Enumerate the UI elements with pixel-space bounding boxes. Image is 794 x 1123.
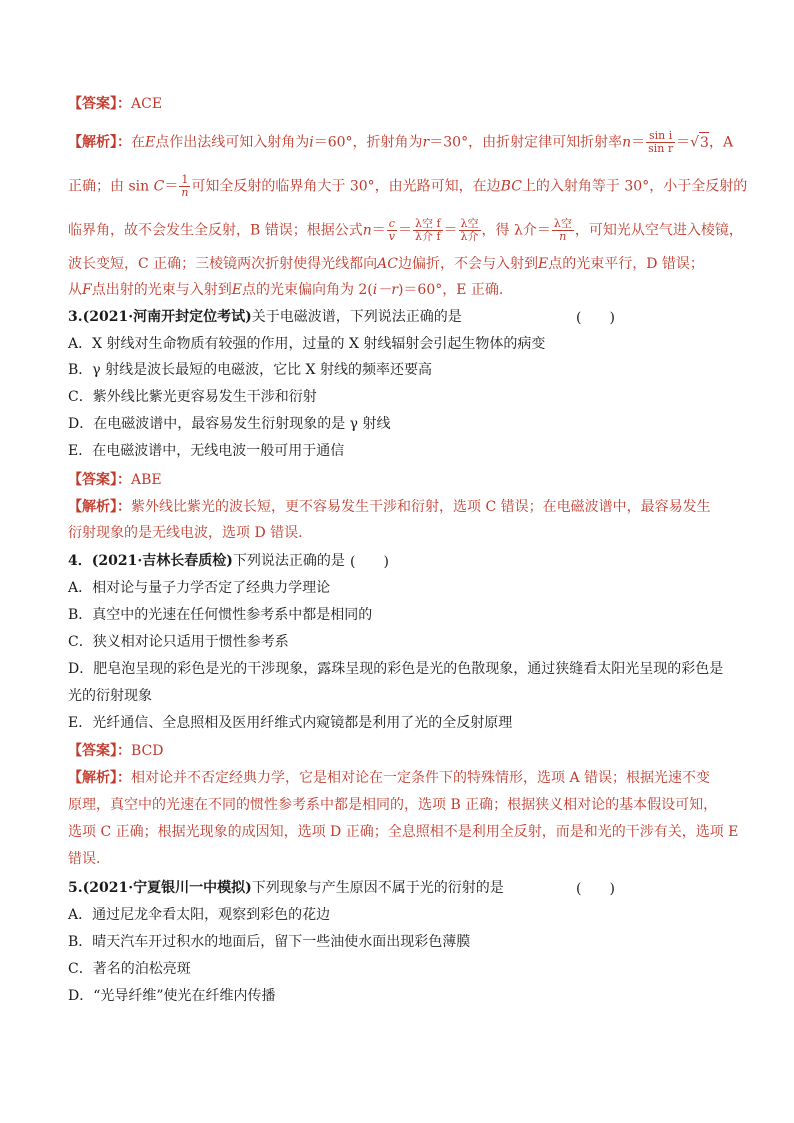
text: 点的光束平行，D 错误； xyxy=(548,256,704,272)
q3-option-d: D．在电磁波谱中，最容易发生衍射现象的是 γ 射线 xyxy=(68,416,391,432)
text: i－r xyxy=(372,282,398,298)
text: ＝ xyxy=(371,222,386,239)
text: 相对论并不否定经典力学，它是相对论在一定条件下的特殊情形，选项 A 错误；根据光速不变 xyxy=(131,770,711,786)
text: ，可知光从空气进入棱镜， xyxy=(574,222,743,239)
question-source: (2021·河南开封定位考试) xyxy=(82,309,252,325)
question-stem: 下列现象与产生原因不属于光的衍射的是 xyxy=(251,880,504,896)
question-stem: 下列说法正确的是 xyxy=(232,553,345,569)
q4-option-b: B．真空中的光速在任何惯性参考系中都是相同的 xyxy=(68,607,373,623)
text: 波长变短，C 正确；三棱镜两次折射使得光线都向 xyxy=(68,256,378,272)
question-stem: 关于电磁波谱，下列说法正确的是 xyxy=(251,309,462,325)
q4-analysis-line-1 xyxy=(68,768,710,788)
q3-answer-paren: ( ) xyxy=(576,310,615,326)
text: C xyxy=(153,178,165,195)
q5-answer-paren: ( ) xyxy=(576,881,615,897)
q5-option-b: B．晴天汽车开过积水的地面后，留下一些油使水面出现彩色薄膜 xyxy=(68,934,471,950)
q2-analysis-line-2 xyxy=(68,174,747,199)
text: ，得 λ介＝ xyxy=(481,222,551,239)
q3-option-e: E．在电磁波谱中，无线电波一般可用于通信 xyxy=(68,443,345,459)
q4-analysis-line-3: 选项 C 正确；根据光现象的成因知，选项 D 正确；全息照相不是利用全反射，而是和光的干涉有关，选项 E xyxy=(68,824,739,840)
answer-tag: 【答案】： xyxy=(68,96,131,112)
q2-analysis-line-5 xyxy=(68,280,503,300)
text: 可知全反射的临界角大于 30°，由光路可知，在边 xyxy=(191,178,501,195)
text: 紫外线比紫光的波长短，更不容易发生干涉和衍射，选项 C 错误；在电磁波谱中，最容易发生 xyxy=(131,499,711,515)
fraction-c-v: $\frac{c}{v}$ xyxy=(388,217,395,243)
analysis-tag: 【解析】： xyxy=(68,134,131,151)
q4-option-a: A．相对论与量子力学否定了经典力学理论 xyxy=(68,580,331,596)
analysis-tag: 【解析】： xyxy=(68,770,131,786)
text: 点出射的光束与入射到 xyxy=(91,282,232,298)
sqrt-sign: √ xyxy=(690,134,700,151)
text: 临界角，故不会发生全反射，B 错误；根据公式 xyxy=(68,222,363,239)
q5-option-a: A．通过尼龙伞看太阳，观察到彩色的花边 xyxy=(68,907,331,923)
q2-analysis-line-4 xyxy=(68,254,704,274)
q5-stem xyxy=(68,878,504,898)
question-source: (2021·宁夏银川一中模拟) xyxy=(82,880,252,896)
question-number: 4． xyxy=(68,553,92,569)
answer-value: ABE xyxy=(131,472,162,488)
text: ＝ xyxy=(676,134,691,151)
text: ＝60°，折射角为 xyxy=(313,134,423,151)
q4-analysis-line-2: 原理，真空中的光速在不同的惯性参考系中都是相同的，选项 B 正确；根据狭义相对论的基本假设可知， xyxy=(68,797,718,813)
text: 正确；由 sin xyxy=(68,178,150,195)
text: i xyxy=(309,134,314,151)
q3-analysis-line-2: 衍射现象的是无线电波，选项 D 错误. xyxy=(68,525,303,541)
fraction-lambda: $\frac{\text{λ空}}{\text{λ介}}$ xyxy=(460,217,479,243)
q4-option-d: D．肥皂泡呈现的彩色是光的干涉现象，露珠呈现的彩色是光的色散现象，通过狭缝看太阳光呈现的彩色是 xyxy=(68,661,724,677)
q4-option-c: C．狭义相对论只适用于惯性参考系 xyxy=(68,634,289,650)
text: ＝ xyxy=(631,134,646,151)
text: 上的入射角等于 30°，小于全反射的 xyxy=(521,178,748,195)
text: ＝ xyxy=(164,178,179,195)
q2-analysis-line-3 xyxy=(68,218,743,243)
text: AC xyxy=(377,256,398,272)
fraction-1-n: $\frac{1}{n}$ xyxy=(181,173,189,199)
text: 点作出法线可知入射角为 xyxy=(155,134,310,151)
fraction-lambda-f: $\frac{\text{λ空 f}}{\text{λ介 f}}$ xyxy=(415,217,441,243)
q2-analysis-line-1 xyxy=(68,130,733,155)
q3-option-b: B．γ 射线是波长最短的电磁波，它比 X 射线的频率还要高 xyxy=(68,362,432,378)
question-source: (2021·吉林长春质检) xyxy=(91,553,233,569)
text: ＝30°，由折射定律可知折射率 xyxy=(429,134,623,151)
q5-option-d: D．“光导纤维”使光在纤维内传播 xyxy=(68,988,276,1004)
fraction-lambda-n: $\frac{\text{λ空}}{n}$ xyxy=(553,217,572,243)
text: ，A xyxy=(708,134,734,151)
q3-option-a: A．X 射线对生命物质有较强的作用，过量的 X 射线辐射会引起生物体的病变 xyxy=(68,336,546,352)
answer-tag: 【答案】： xyxy=(68,472,131,488)
text: F xyxy=(82,282,92,298)
text: )＝60°，E 正确. xyxy=(397,282,504,298)
answer-tag: 【答案】： xyxy=(68,743,131,759)
analysis-tag: 【解析】： xyxy=(68,499,131,515)
text: n xyxy=(362,222,372,239)
text: 点的光束偏向角为 2( xyxy=(241,282,373,298)
q5-option-c: C．著名的泊松亮斑 xyxy=(68,961,191,977)
q3-analysis-line-1 xyxy=(68,497,711,517)
text: BC xyxy=(500,178,522,195)
answer-value: ACE xyxy=(131,96,163,112)
text: ＝ xyxy=(398,222,412,239)
question-number: 5. xyxy=(68,880,83,896)
text: 在 xyxy=(131,134,145,151)
q3-answer xyxy=(68,470,162,490)
q4-option-e: E．光纤通信、全息照相及医用纤维式内窥镜都是利用了光的全反射原理 xyxy=(68,715,513,731)
q4-stem xyxy=(68,551,345,571)
text: E xyxy=(145,134,156,151)
text: r xyxy=(422,134,430,151)
sqrt-value: 3 xyxy=(699,132,709,153)
q4-answer-paren: ( ) xyxy=(350,554,389,570)
q4-analysis-line-4: 错误. xyxy=(68,851,101,867)
answer-value: BCD xyxy=(131,743,164,759)
q3-stem xyxy=(68,307,462,327)
q4-option-d-cont: 光的衍射现象 xyxy=(68,688,152,704)
text: ＝ xyxy=(443,222,458,239)
question-number: 3. xyxy=(68,309,83,325)
text: E xyxy=(538,256,549,272)
q4-answer xyxy=(68,741,163,761)
q2-answer xyxy=(68,94,162,114)
text: n xyxy=(622,134,632,151)
text: E xyxy=(231,282,242,298)
fraction-sin: $\frac{\text{sin i}}{\text{sin r}}$ xyxy=(648,129,674,155)
q3-option-c: C．紫外线比紫光更容易发生干涉和衍射 xyxy=(68,389,317,405)
text: 从 xyxy=(68,282,82,298)
text: 边偏折，不会与入射到 xyxy=(398,256,538,272)
